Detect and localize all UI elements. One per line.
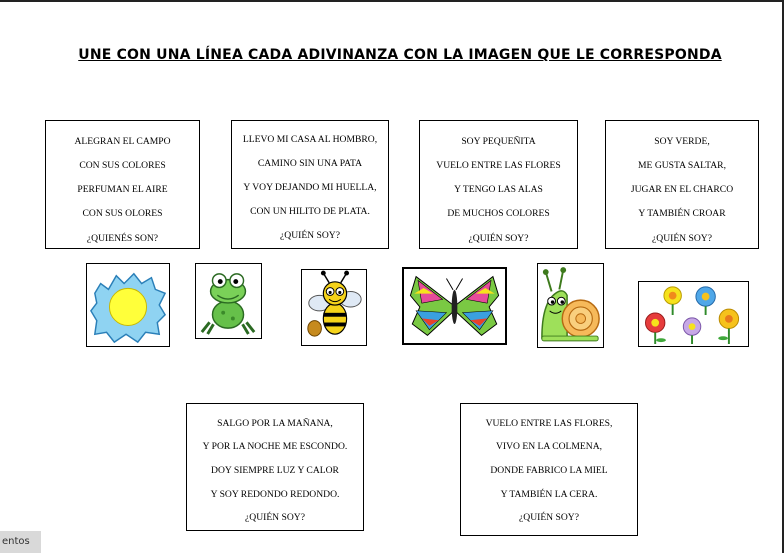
flowers-picture: [638, 281, 749, 347]
taskbar-label[interactable]: entos: [0, 531, 41, 553]
riddle-line: CAMINO SIN UNA PATA: [257, 158, 363, 169]
riddle-line: PERFUMAN EL AIRE: [77, 184, 168, 195]
riddle-line: ¿QUIÉN SOY?: [245, 512, 305, 523]
riddle-line: DONDE FABRICO LA MIEL: [490, 465, 608, 476]
riddle-line: JUGAR EN EL CHARCO: [630, 184, 734, 195]
frog-picture: [195, 263, 262, 339]
riddle-line: VUELO ENTRE LAS FLORES,: [485, 418, 613, 429]
riddle-line: SALGO POR LA MAÑANA,: [217, 418, 333, 429]
riddle-line: Y SOY REDONDO REDONDO.: [210, 489, 340, 500]
riddle-line: Y TAMBIÉN LA CERA.: [500, 489, 598, 500]
riddle-line: DE MUCHOS COLORES: [447, 208, 550, 219]
riddle-line: CON SUS OLORES: [82, 208, 163, 219]
riddle-line: CON SUS COLORES: [79, 160, 166, 171]
riddle-line: ¿QUIENÉS SON?: [86, 233, 159, 244]
riddle-line: VUELO ENTRE LAS FLORES: [436, 160, 561, 171]
butterfly-icon: [404, 269, 505, 343]
riddle-line: Y VOY DEJANDO MI HUELLA,: [243, 182, 377, 193]
sun-icon: [87, 264, 169, 346]
riddle-box-frog: [605, 120, 759, 249]
riddle-line: DOY SIEMPRE LUZ Y CALOR: [211, 465, 339, 476]
riddle-line: CON UN HILITO DE PLATA.: [250, 206, 370, 217]
riddle-box-sun: [186, 403, 364, 531]
riddle-line: SOY VERDE,: [654, 136, 710, 147]
page-top-border: [0, 0, 784, 2]
riddle-line: Y TENGO LAS ALAS: [454, 184, 543, 195]
bee-icon: [302, 270, 366, 345]
flowers-icon: [639, 282, 748, 346]
riddle-line: ¿QUIÉN SOY?: [468, 233, 529, 244]
snail-icon: [538, 264, 603, 347]
butterfly-picture: [402, 267, 507, 345]
riddle-box-bee: [460, 403, 638, 536]
riddle-box-butterfly: [419, 120, 578, 249]
snail-picture: [537, 263, 604, 348]
riddle-box-flowers: [45, 120, 200, 249]
riddle-box-snail: [231, 120, 389, 249]
riddle-line: ME GUSTA SALTAR,: [638, 160, 726, 171]
riddle-line: Y POR LA NOCHE ME ESCONDO.: [202, 441, 348, 452]
riddle-line: ALEGRAN EL CAMPO: [74, 136, 171, 147]
worksheet-title: UNE CON UNA LÍNEA CADA ADIVINANZA CON LA IMAGEN QUE LE CORRESPONDA: [78, 47, 722, 63]
riddle-line: VIVO EN LA COLMENA,: [495, 441, 603, 452]
riddle-line: ¿QUIÉN SOY?: [280, 230, 340, 241]
riddle-line: ¿QUIÉN SOY?: [652, 233, 712, 244]
riddle-line: LLEVO MI CASA AL HOMBRO,: [242, 134, 378, 145]
frog-icon: [196, 264, 261, 338]
bee-picture: [301, 269, 367, 346]
riddle-line: SOY PEQUEÑITA: [461, 136, 536, 147]
riddle-line: ¿QUIÉN SOY?: [519, 512, 579, 523]
sun-picture: [86, 263, 170, 347]
riddle-line: Y TAMBIÉN CROAR: [638, 208, 726, 219]
